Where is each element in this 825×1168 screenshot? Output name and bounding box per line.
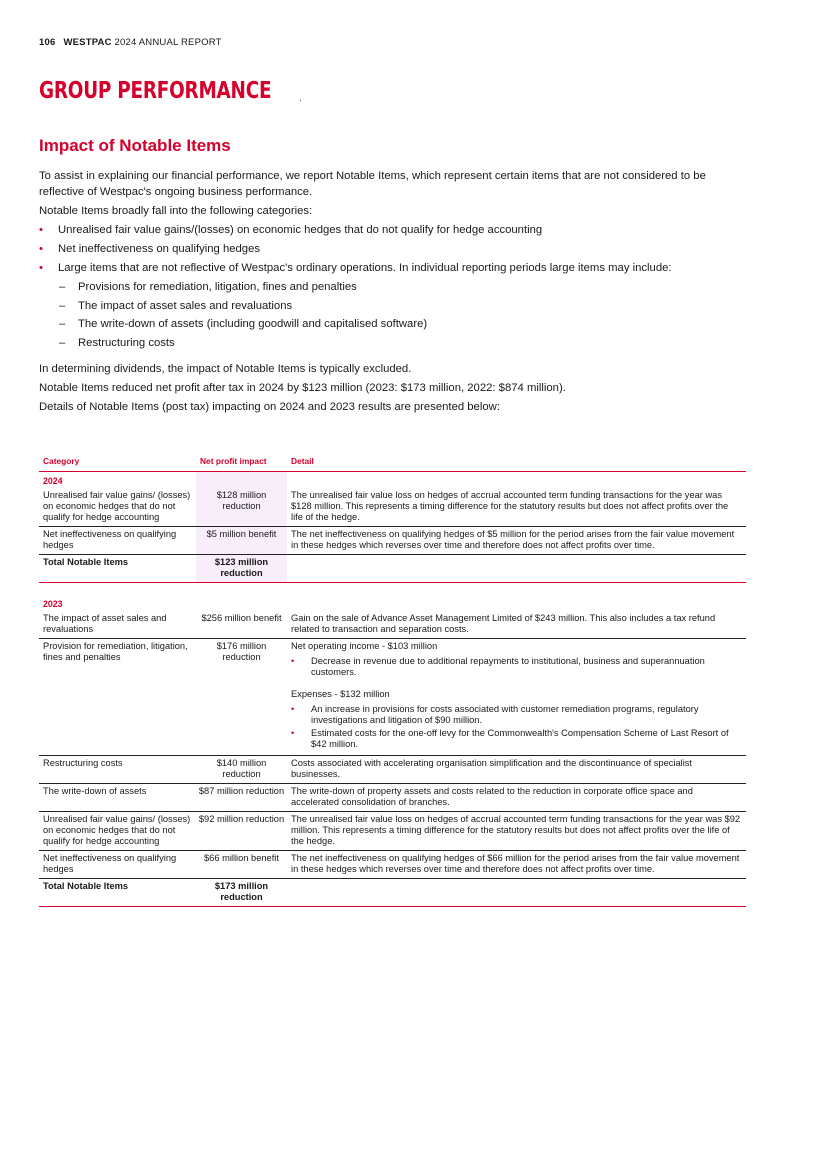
npat-paragraph: Notable Items reduced net profit after tax in 2024 by $123 million (2023: $173 million, 2022: $874 million).	[39, 382, 566, 394]
table-row	[39, 851, 746, 879]
running-header	[39, 37, 222, 48]
sub-bullet: – Restructuring costs	[39, 335, 746, 351]
table-row	[39, 756, 746, 784]
sub-bullet: – The impact of asset sales and revaluations	[39, 298, 746, 314]
row-impact: $128 million reduction	[196, 488, 287, 527]
total-label: Total Notable Items	[39, 879, 196, 907]
intro-paragraph: To assist in explaining our financial performance, we report Notable Items, which represent certain items that are not considered to be reflective of Westpac's ongoing business performance.	[39, 170, 706, 198]
expenses-list	[291, 704, 742, 750]
categories-lead: Notable Items broadly fall into the following categories:	[39, 205, 313, 217]
year-row-2023	[39, 595, 746, 611]
row-detail: The net ineffectiveness on qualifying hedges of $5 million for the period arises from the fair value movement in these hedges which reverses over time and therefore does not affect profits over time.	[287, 527, 746, 555]
row-impact: $92 million reduction	[196, 812, 287, 851]
notable-items-table	[39, 452, 746, 907]
table-row	[39, 784, 746, 812]
header-category: Category	[39, 452, 196, 472]
row-category: Provision for remediation, litigation, fines and penalties	[39, 639, 196, 756]
detail-bullet: • An increase in provisions for costs associated with customer remediation programs, regulatory investigations and litigation of $90 million.	[291, 704, 742, 726]
category-bullet: • Large items that are not reflective of Westpac's ordinary operations. In individual reporting periods large items may include:	[39, 260, 746, 276]
page-number: 106	[39, 37, 56, 48]
row-detail: The write-down of property assets and costs related to the reduction in corporate office space and accelerated consolidation of branches.	[287, 784, 746, 812]
page-heading: Impact of Notable Items	[39, 136, 231, 155]
details-paragraph: Details of Notable Items (post tax) impacting on 2024 and 2023 results are presented below:	[39, 401, 500, 413]
row-impact: $5 million benefit	[196, 527, 287, 555]
sub-bullet: – The write-down of assets (including goodwill and capitalised software)	[39, 316, 746, 332]
category-bullet: • Unrealised fair value gains/(losses) on economic hedges that do not qualify for hedge accounting	[39, 222, 746, 238]
total-row-2024	[39, 555, 746, 583]
table-row	[39, 527, 746, 555]
table-row	[39, 611, 746, 639]
row-category: Restructuring costs	[39, 756, 196, 784]
row-category: Net ineffectiveness on qualifying hedges	[39, 851, 196, 879]
year-label: 2024	[43, 476, 63, 486]
row-detail: The unrealised fair value loss on hedges of accrual accounted term funding transactions for the year was $128 million. This represents a timing difference for the statutory results but does not affect profits over the life of the hedge.	[287, 488, 746, 527]
detail-bullet: • Decrease in revenue due to additional repayments to institutional, business and superannuation customers.	[291, 656, 742, 678]
row-category: The write-down of assets	[39, 784, 196, 812]
total-label: Total Notable Items	[39, 555, 196, 583]
row-detail	[287, 639, 746, 756]
row-impact: $140 million reduction	[196, 756, 287, 784]
row-category: Net ineffectiveness on qualifying hedges	[39, 527, 196, 555]
category-bullet: • Net ineffectiveness on qualifying hedges	[39, 241, 746, 257]
row-detail: Costs associated with accelerating organisation simplification and the discontinuance of specialist businesses.	[287, 756, 746, 784]
row-impact: $66 million benefit	[196, 851, 287, 879]
row-impact: $256 million benefit	[196, 611, 287, 639]
total-impact: $173 million reduction	[196, 879, 287, 907]
table-row	[39, 639, 746, 756]
row-detail: The net ineffectiveness on qualifying hedges of $66 million for the period arises from the fair value movement in these hedges which reverses over time and therefore does not affect profits over time.	[287, 851, 746, 879]
detail-bullet: • Estimated costs for the one-off levy for the Commonwealth's Compensation Scheme of Last Resort of $42 million.	[291, 728, 742, 750]
brand-name: WESTPAC	[63, 37, 112, 48]
row-impact: $176 million reduction	[196, 639, 287, 756]
table-header-row	[39, 452, 746, 472]
decorative-dot	[300, 100, 301, 101]
report-name: 2024 ANNUAL REPORT	[114, 37, 222, 48]
category-list	[39, 222, 746, 351]
header-impact: Net profit impact	[196, 452, 287, 472]
section-title: GROUP PERFORMANCE	[39, 78, 272, 104]
dividends-paragraph: In determining dividends, the impact of Notable Items is typically excluded.	[39, 363, 412, 375]
income-heading: Net operating income - $103 million	[291, 641, 438, 651]
income-list	[291, 656, 742, 678]
row-detail: The unrealised fair value loss on hedges of accrual accounted term funding transactions for the year was $92 million. This represents a timing difference for the statutory results but does not affect profits over the life of the hedge.	[287, 812, 746, 851]
row-impact: $87 million reduction	[196, 784, 287, 812]
row-category: The impact of asset sales and revaluations	[39, 611, 196, 639]
year-row-2024	[39, 472, 746, 489]
year-label: 2023	[43, 599, 63, 609]
header-detail: Detail	[287, 452, 746, 472]
expenses-heading: Expenses - $132 million	[291, 689, 390, 699]
intro-text	[39, 168, 746, 418]
row-category: Unrealised fair value gains/ (losses) on economic hedges that do not qualify for hedge accounting	[39, 812, 196, 851]
total-impact: $123 million reduction	[196, 555, 287, 583]
total-row-2023	[39, 879, 746, 907]
sub-bullet: – Provisions for remediation, litigation, fines and penalties	[39, 279, 746, 295]
table-row	[39, 812, 746, 851]
row-detail: Gain on the sale of Advance Asset Management Limited of $243 million. This also includes a tax refund related to transaction and separation costs.	[287, 611, 746, 639]
row-category: Unrealised fair value gains/ (losses) on economic hedges that do not qualify for hedge accounting	[39, 488, 196, 527]
table-row	[39, 488, 746, 527]
